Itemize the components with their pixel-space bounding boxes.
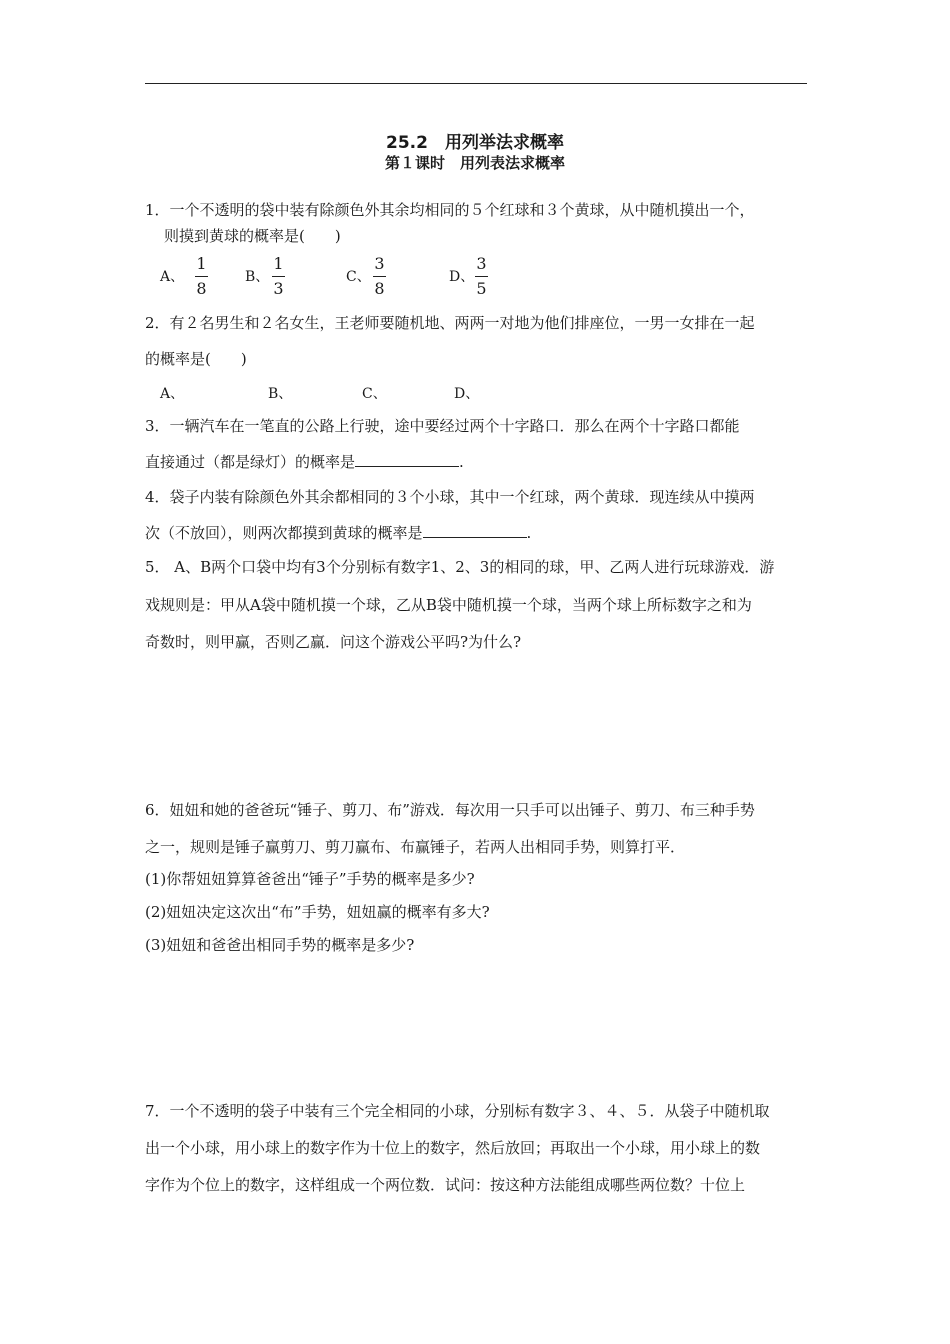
q1-option-b-fraction	[272, 254, 285, 299]
q2-line2: 的概率是( )	[145, 350, 247, 368]
q1-option-d-numerator: 3	[476, 254, 487, 273]
q1-line2: 则摸到黄球的概率是( )	[164, 227, 341, 245]
q1-option-b-numerator: 1	[273, 254, 284, 273]
q4-line2-text: 次（不放回），则两次都摸到黄球的概率是	[145, 524, 423, 542]
q4-line1: 4．袋子内装有除颜色外其余都相同的３个小球，其中一个红球，两个黄球．现连续从中摸两	[145, 488, 755, 506]
q1-line1: 1．一个不透明的袋中装有除颜色外其余均相同的５个红球和３个黄球，从中随机摸出一个，	[145, 201, 755, 219]
q3-answer-blank[interactable]	[355, 452, 459, 467]
q3-line2-text: 直接通过（都是绿灯）的概率是	[145, 453, 356, 471]
q1-option-d-fraction	[475, 254, 488, 299]
q2-option-d: D、	[454, 386, 480, 402]
q1-option-d-label: D、	[449, 269, 475, 285]
q7-line1: 7．一个不透明的袋子中装有三个完全相同的小球，分别标有数字３、４、５．从袋子中随机取	[145, 1102, 770, 1120]
page-subtitle: 第１课时 用列表法求概率	[384, 154, 565, 172]
q2-line1: 2．有２名男生和２名女生，王老师要随机地、两两一对地为他们排座位，一男一女排在一起	[145, 314, 755, 332]
q4-line2-end: .	[526, 524, 532, 542]
q5-line1: 5． A、B两个口袋中均有3个分别标有数字1、2、3的相同的球，甲、乙两人进行玩球游戏．游	[145, 558, 775, 576]
q7-line3: 字作为个位上的数字，这样组成一个两位数．试问：按这种方法能组成哪些两位数？十位上	[145, 1176, 746, 1194]
q1-option-d-denominator: 5	[476, 279, 487, 298]
q1-option-a-fraction	[195, 254, 208, 299]
q1-option-c-denominator: 8	[374, 279, 385, 298]
q4-answer-blank[interactable]	[423, 523, 527, 538]
q1-option-a-numerator: 1	[196, 254, 207, 273]
q1-option-b-label: B、	[245, 269, 270, 285]
q1-option-a-label: A、	[160, 269, 185, 285]
q2-option-c: C、	[362, 386, 387, 402]
q6-line2: 之一，规则是锤子赢剪刀、剪刀赢布、布赢锤子，若两人出相同手势，则算打平．	[145, 838, 686, 856]
q1-option-b-denominator: 3	[273, 279, 284, 298]
header-rule	[145, 83, 807, 84]
q3-line2	[145, 451, 464, 472]
q6-sub2: (2)妞妞决定这次出“布”手势，妞妞赢的概率有多大?	[145, 903, 490, 921]
q4-line2	[145, 522, 531, 543]
q6-sub1: (1)你帮妞妞算算爸爸出“锤子”手势的概率是多少?	[145, 870, 475, 888]
q6-sub3: (3)妞妞和爸爸出相同手势的概率是多少?	[145, 936, 415, 954]
q2-option-a: A、	[160, 386, 185, 402]
q2-option-b: B、	[268, 386, 293, 402]
q1-option-c-label: C、	[346, 269, 371, 285]
q5-line2: 戏规则是：甲从A袋中随机摸一个球，乙从B袋中随机摸一个球，当两个球上所标数字之和为	[145, 596, 752, 614]
q1-option-c-numerator: 3	[374, 254, 385, 273]
page-title: 25.2 用列举法求概率	[386, 133, 564, 153]
q7-line2: 出一个小球，用小球上的数字作为十位上的数字，然后放回；再取出一个小球，用小球上的数	[145, 1139, 761, 1157]
q5-line3: 奇数时，则甲赢，否则乙赢．问这个游戏公平吗?为什么?	[145, 633, 522, 651]
q1-option-c-fraction	[373, 254, 386, 299]
q3-line1: 3．一辆汽车在一笔直的公路上行驶，途中要经过两个十字路口．那么在两个十字路口都能	[145, 417, 740, 435]
q1-option-a-denominator: 8	[196, 279, 207, 298]
q6-line1: 6．妞妞和她的爸爸玩“锤子、剪刀、布”游戏．每次用一只手可以出锤子、剪刀、布三种手势	[145, 801, 755, 819]
q3-line2-end: .	[459, 453, 464, 471]
